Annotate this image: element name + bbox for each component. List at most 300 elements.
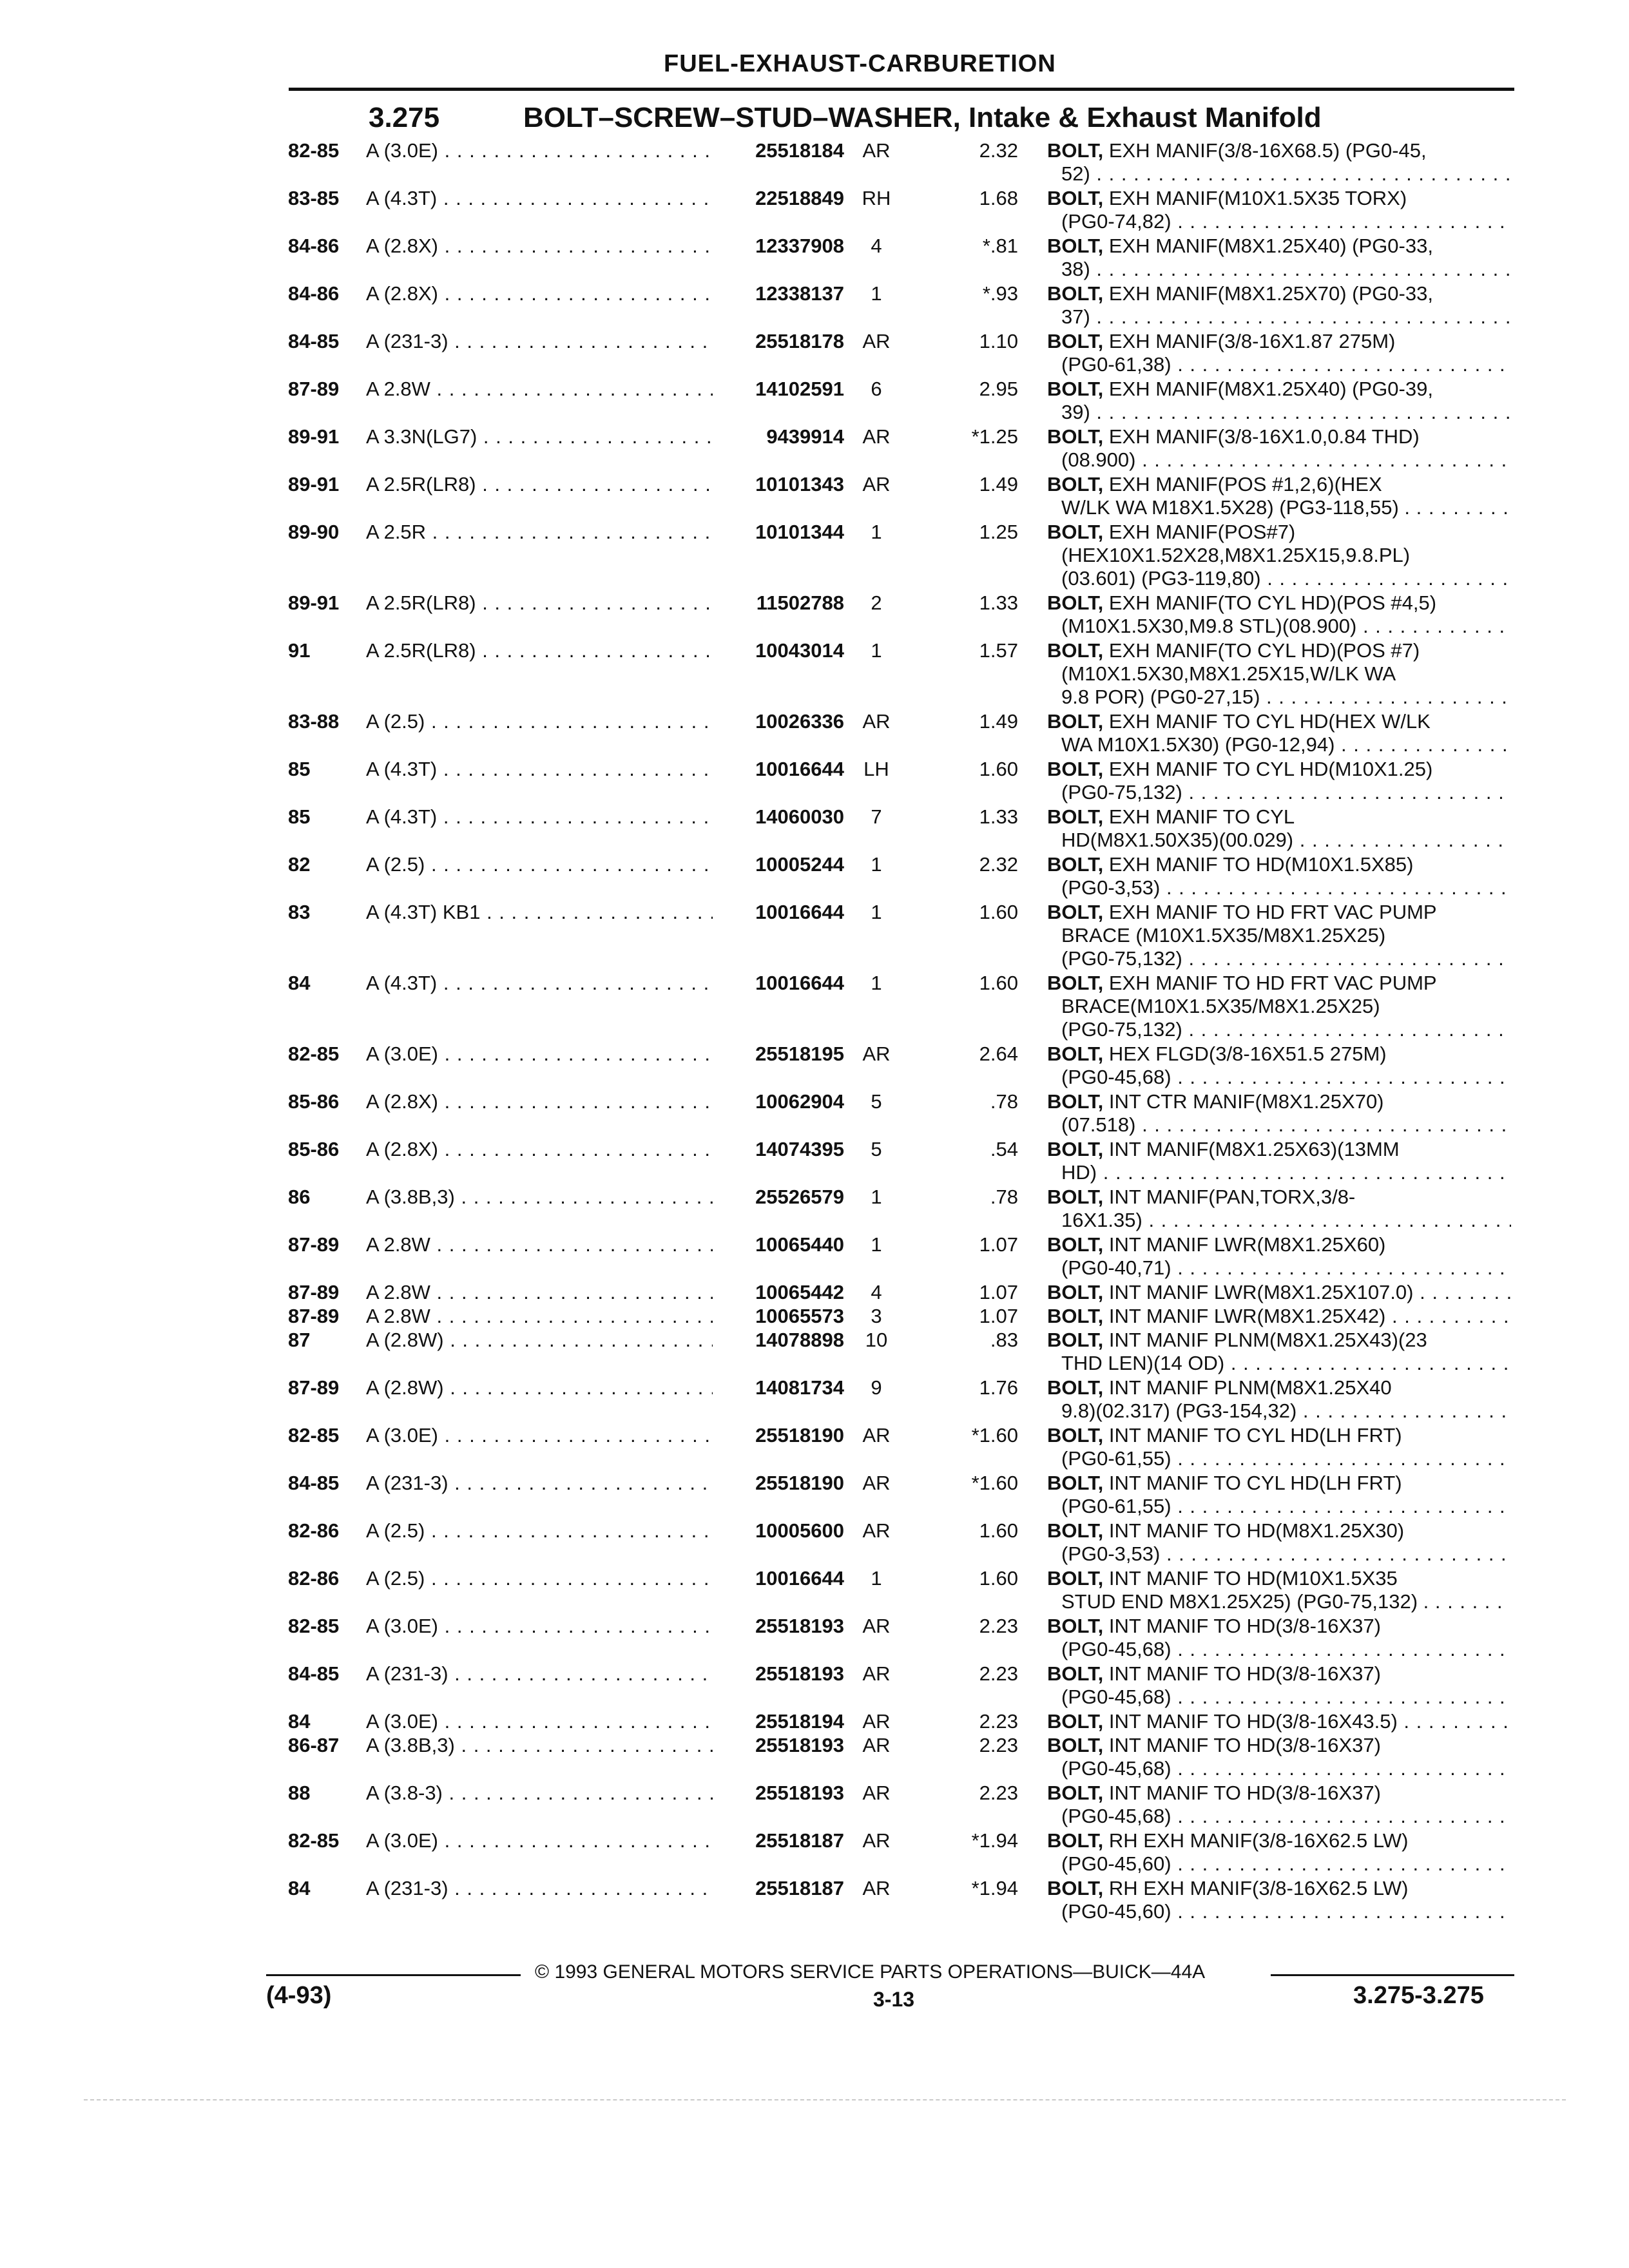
model-years: 82-86	[288, 1567, 340, 1590]
model-code: A (4.3T) . . .	[366, 758, 713, 781]
description-text: INT MANIF TO HD(3/8-16X37)	[1108, 1662, 1381, 1685]
part-type: BOLT,	[1047, 1877, 1104, 1899]
model-code: A (231-3) . . .	[366, 1662, 713, 1686]
parts-row	[0, 187, 1629, 232]
part-number: 25518184	[715, 139, 844, 162]
part-number: 10101344	[715, 521, 844, 544]
part-number: 10016644	[715, 1567, 844, 1590]
description-line	[1047, 1399, 1511, 1423]
model-code: A 2.8W . . .	[366, 378, 713, 401]
description-text: INT MANIF TO HD(3/8-16X43.5)	[1108, 1710, 1398, 1733]
parts-row	[0, 282, 1629, 327]
price: 1.49	[979, 710, 1018, 733]
model-years: 82-86	[288, 1519, 340, 1542]
description-line	[1047, 924, 1511, 947]
description-line	[1047, 1615, 1511, 1638]
description-text: HD(M8X1.50X35)(00.029)	[1061, 829, 1294, 851]
description-line	[1047, 1900, 1511, 1923]
model-code: A 3.3N(LG7) . . .	[366, 425, 713, 448]
part-type: BOLT,	[1047, 187, 1104, 209]
description-line	[1047, 1710, 1511, 1733]
price: 2.23	[979, 1782, 1018, 1804]
price: 2.95	[979, 378, 1018, 400]
part-description	[1047, 139, 1511, 186]
part-description	[1047, 901, 1511, 970]
parts-row	[0, 1567, 1629, 1612]
part-type: BOLT,	[1047, 901, 1104, 923]
model-years: 87-89	[288, 1281, 340, 1303]
quantity: 9	[871, 1376, 882, 1399]
price: *1.60	[971, 1424, 1018, 1446]
description-line	[1047, 496, 1511, 519]
description-line	[1047, 1209, 1511, 1232]
description-text: EXH MANIF TO HD FRT VAC PUMP	[1108, 901, 1437, 923]
description-text: WA M10X1.5X30) (PG0-12,94)	[1061, 733, 1335, 756]
price: 1.07	[979, 1233, 1018, 1256]
description-line	[1047, 1424, 1511, 1447]
description-line	[1047, 1852, 1511, 1876]
price: .78	[990, 1186, 1018, 1208]
parts-row	[0, 521, 1629, 590]
parts-row	[0, 639, 1629, 708]
description-text: INT MANIF TO HD(3/8-16X37)	[1108, 1615, 1381, 1637]
quantity: 4	[871, 1281, 882, 1303]
model-code: A (2.5) . . .	[366, 1519, 713, 1542]
description-line	[1047, 901, 1511, 924]
description-line	[1047, 686, 1511, 709]
quantity: AR	[862, 1829, 891, 1852]
part-type: BOLT,	[1047, 972, 1104, 994]
model-years: 87-89	[288, 1376, 340, 1399]
description-text: (HEX10X1.52X28,M8X1.25X15,9.8.PL)	[1061, 544, 1411, 566]
quantity: 1	[871, 853, 882, 876]
model-years: 89-91	[288, 473, 340, 495]
description-text: (M10X1.5X30,M9.8 STL)(08.900)	[1061, 615, 1357, 637]
description-line	[1047, 1329, 1511, 1352]
price: 1.57	[979, 639, 1018, 662]
description-line	[1047, 282, 1511, 305]
description-text: EXH MANIF TO CYL HD(HEX W/LK	[1108, 710, 1431, 733]
description-line	[1047, 876, 1511, 899]
quantity: LH	[863, 758, 889, 780]
part-type: BOLT,	[1047, 1472, 1104, 1494]
description-text: EXH MANIF(TO CYL HD)(POS #4,5)	[1108, 591, 1437, 614]
description-text: (07.518)	[1061, 1113, 1136, 1136]
model-years: 87-89	[288, 378, 340, 400]
model-years: 89-91	[288, 591, 340, 614]
header-rule	[289, 88, 1514, 91]
description-text: 16X1.35)	[1061, 1209, 1142, 1231]
part-description	[1047, 639, 1511, 709]
part-number: 14060030	[715, 805, 844, 829]
part-type: BOLT,	[1047, 853, 1104, 876]
description-line	[1047, 829, 1511, 852]
section-title: FUEL-EXHAUST-CARBURETION	[664, 50, 1056, 77]
part-description	[1047, 853, 1511, 899]
footer-range: 3.275-3.275	[1353, 1982, 1484, 2009]
part-type: BOLT,	[1047, 378, 1104, 400]
model-code: A (3.0E) . . .	[366, 1829, 713, 1852]
description-line	[1047, 615, 1511, 638]
description-line	[1047, 353, 1511, 376]
part-number: 10065440	[715, 1233, 844, 1256]
part-number: 14081734	[715, 1376, 844, 1399]
description-text: 9.8 POR) (PG0-27,15)	[1061, 686, 1260, 708]
parts-row	[0, 1329, 1629, 1374]
part-description	[1047, 330, 1511, 376]
description-line	[1047, 1161, 1511, 1184]
description-line	[1047, 1090, 1511, 1113]
model-years: 82-85	[288, 139, 340, 162]
part-description	[1047, 1281, 1511, 1304]
part-type: BOLT,	[1047, 1829, 1104, 1852]
model-years: 85-86	[288, 1138, 340, 1160]
model-years: 87-89	[288, 1233, 340, 1256]
quantity: 4	[871, 235, 882, 257]
parts-row	[0, 1090, 1629, 1135]
quantity: 1	[871, 639, 882, 662]
model-code: A 2.5R(LR8) . . .	[366, 473, 713, 496]
quantity: 7	[871, 805, 882, 828]
model-years: 86	[288, 1186, 311, 1208]
price: .54	[990, 1138, 1018, 1160]
part-description	[1047, 758, 1511, 804]
description-line	[1047, 187, 1511, 210]
model-years: 84-86	[288, 235, 340, 257]
quantity: 1	[871, 901, 882, 923]
part-number: 10026336	[715, 710, 844, 733]
price: 1.60	[979, 901, 1018, 923]
model-code: A (3.8B,3) . . .	[366, 1734, 713, 1757]
part-description	[1047, 282, 1511, 329]
model-years: 89-91	[288, 425, 340, 448]
description-text: INT MANIF LWR(M8X1.25X42)	[1108, 1305, 1386, 1327]
part-number: 25518187	[715, 1829, 844, 1852]
part-type: BOLT,	[1047, 330, 1104, 352]
description-line	[1047, 1138, 1511, 1161]
part-description	[1047, 591, 1511, 638]
quantity: AR	[862, 1734, 891, 1756]
description-text: RH EXH MANIF(3/8-16X62.5 LW)	[1108, 1829, 1409, 1852]
part-number: 25526579	[715, 1186, 844, 1209]
model-years: 82-85	[288, 1424, 340, 1446]
description-text: INT MANIF TO HD(3/8-16X37)	[1108, 1734, 1381, 1756]
description-line	[1047, 710, 1511, 733]
price: *.93	[982, 282, 1018, 305]
quantity: AR	[862, 1615, 891, 1637]
description-text: INT MANIF LWR(M8X1.25X60)	[1108, 1233, 1386, 1256]
price: *1.60	[971, 1472, 1018, 1494]
part-type: BOLT,	[1047, 805, 1104, 828]
part-type: BOLT,	[1047, 1567, 1104, 1590]
description-text: INT MANIF PLNM(M8X1.25X40	[1108, 1376, 1392, 1399]
model-years: 84	[288, 1877, 311, 1899]
quantity: RH	[862, 187, 891, 209]
price: 2.32	[979, 139, 1018, 162]
description-line	[1047, 1305, 1511, 1328]
description-line	[1047, 1495, 1511, 1518]
description-line	[1047, 258, 1511, 281]
part-description	[1047, 1519, 1511, 1566]
parts-row	[0, 1472, 1629, 1517]
part-number: 25518190	[715, 1424, 844, 1447]
quantity: 5	[871, 1138, 882, 1160]
price: *.81	[982, 235, 1018, 257]
part-description	[1047, 1305, 1511, 1328]
parts-row	[0, 235, 1629, 280]
description-line	[1047, 1567, 1511, 1590]
part-number: 25518193	[715, 1734, 844, 1757]
model-code: A 2.8W . . .	[366, 1233, 713, 1256]
description-line	[1047, 1186, 1511, 1209]
part-description	[1047, 710, 1511, 756]
model-code: A (4.3T) . . .	[366, 187, 713, 210]
parts-row	[0, 1782, 1629, 1827]
part-description	[1047, 1710, 1511, 1733]
parts-row	[0, 901, 1629, 970]
scan-artifact-line	[84, 2099, 1566, 2102]
description-text: EXH MANIF TO CYL HD(M10X1.25)	[1108, 758, 1433, 780]
part-type: BOLT,	[1047, 282, 1104, 305]
quantity: 10	[865, 1329, 888, 1351]
description-text: EXH MANIF(3/8-16X1.0,0.84 THD)	[1108, 425, 1420, 448]
model-code: A (3.0E) . . .	[366, 139, 713, 162]
description-text: INT MANIF TO HD(3/8-16X37)	[1108, 1782, 1381, 1804]
description-text: (M10X1.5X30,M8X1.25X15,W/LK WA	[1061, 662, 1396, 685]
model-code: A (2.5) . . .	[366, 853, 713, 876]
description-text: EXH MANIF TO HD(M10X1.5X85)	[1108, 853, 1414, 876]
part-number: 25518193	[715, 1662, 844, 1686]
description-text: INT CTR MANIF(M8X1.25X70)	[1108, 1090, 1384, 1113]
description-text: (PG0-45,68)	[1061, 1066, 1171, 1088]
part-type: BOLT,	[1047, 139, 1104, 162]
model-years: 91	[288, 639, 311, 662]
part-type: BOLT,	[1047, 1424, 1104, 1446]
part-number: 14078898	[715, 1329, 844, 1352]
price: 1.60	[979, 972, 1018, 994]
part-number: 25518193	[715, 1615, 844, 1638]
price: 2.23	[979, 1662, 1018, 1685]
model-code: A (2.8X) . . .	[366, 1090, 713, 1113]
part-description	[1047, 473, 1511, 519]
quantity: AR	[862, 1424, 891, 1446]
description-text: BRACE (M10X1.5X35/M8X1.25X25)	[1061, 924, 1386, 947]
footer-date: (4-93)	[266, 1982, 332, 2009]
model-code: A (3.0E) . . .	[366, 1615, 713, 1638]
description-line	[1047, 1638, 1511, 1661]
description-line	[1047, 972, 1511, 995]
part-number: 10016644	[715, 758, 844, 781]
description-text: 38)	[1061, 258, 1090, 280]
description-text: W/LK WA M18X1.5X28) (PG3-118,55) .	[1061, 496, 1411, 519]
part-description	[1047, 521, 1511, 590]
model-code: A (2.5) . . .	[366, 1567, 713, 1590]
quantity: 1	[871, 1233, 882, 1256]
model-code: A (231-3) . . .	[366, 330, 713, 353]
description-line	[1047, 1472, 1511, 1495]
parts-row	[0, 425, 1629, 470]
parts-row	[0, 1519, 1629, 1564]
price: 2.64	[979, 1043, 1018, 1065]
description-text: BRACE(M10X1.5X35/M8X1.25X25)	[1061, 995, 1380, 1017]
part-description	[1047, 235, 1511, 281]
part-description	[1047, 805, 1511, 852]
part-description	[1047, 1734, 1511, 1780]
description-text: HEX FLGD(3/8-16X51.5 275M)	[1108, 1043, 1387, 1065]
parts-row	[0, 1662, 1629, 1707]
part-number: 12338137	[715, 282, 844, 305]
description-line	[1047, 1043, 1511, 1066]
group-heading	[369, 102, 1322, 134]
description-text: INT MANIF TO HD(M8X1.25X30)	[1108, 1519, 1405, 1542]
description-line	[1047, 591, 1511, 615]
description-text: RH EXH MANIF(3/8-16X62.5 LW)	[1108, 1877, 1409, 1899]
price: 1.33	[979, 591, 1018, 614]
part-type: BOLT,	[1047, 1734, 1104, 1756]
quantity: 2	[871, 591, 882, 614]
parts-row	[0, 710, 1629, 755]
parts-row	[0, 1615, 1629, 1660]
model-code: A 2.8W . . .	[366, 1305, 713, 1328]
part-type: BOLT,	[1047, 1043, 1104, 1065]
part-description	[1047, 1090, 1511, 1137]
description-text: (PG0-45,68)	[1061, 1757, 1171, 1780]
part-type: BOLT,	[1047, 1782, 1104, 1804]
part-number: 10005244	[715, 853, 844, 876]
description-line	[1047, 1662, 1511, 1686]
description-line	[1047, 1782, 1511, 1805]
part-description	[1047, 1782, 1511, 1828]
part-type: BOLT,	[1047, 425, 1104, 448]
model-code: A (231-3) . . .	[366, 1877, 713, 1900]
part-type: BOLT,	[1047, 591, 1104, 614]
description-text: (PG0-75,132)	[1061, 1018, 1182, 1041]
quantity: AR	[862, 710, 891, 733]
model-years: 82-85	[288, 1043, 340, 1065]
model-years: 82-85	[288, 1615, 340, 1637]
description-line	[1047, 1233, 1511, 1256]
part-description	[1047, 1138, 1511, 1184]
model-years: 86-87	[288, 1734, 340, 1756]
parts-row	[0, 1186, 1629, 1231]
part-description	[1047, 1186, 1511, 1232]
description-line	[1047, 378, 1511, 401]
part-description	[1047, 1472, 1511, 1518]
description-text: (PG0-61,55)	[1061, 1447, 1171, 1470]
part-description	[1047, 187, 1511, 233]
model-years: 84	[288, 1710, 311, 1733]
part-number: 10065442	[715, 1281, 844, 1304]
description-text: (PG0-61,38)	[1061, 353, 1171, 376]
parts-row	[0, 1877, 1629, 1922]
price: 1.60	[979, 758, 1018, 780]
model-years: 83-85	[288, 187, 340, 209]
part-number: 11502788	[715, 591, 844, 615]
price: 1.07	[979, 1281, 1018, 1303]
quantity: AR	[862, 1472, 891, 1494]
model-code: A (2.8X) . . .	[366, 282, 713, 305]
description-text: EXH MANIF TO HD FRT VAC PUMP	[1108, 972, 1437, 994]
description-text: (PG0-40,71)	[1061, 1256, 1171, 1279]
price: .78	[990, 1090, 1018, 1113]
model-code: A (2.8X) . . .	[366, 1138, 713, 1161]
part-number: 14074395	[715, 1138, 844, 1161]
parts-row	[0, 139, 1629, 184]
part-number: 25518194	[715, 1710, 844, 1733]
description-line	[1047, 639, 1511, 662]
description-text: HD)	[1061, 1161, 1097, 1184]
parts-row	[0, 1043, 1629, 1088]
description-text: (PG0-3,53)	[1061, 876, 1161, 899]
quantity: 3	[871, 1305, 882, 1327]
description-line	[1047, 1281, 1511, 1304]
parts-row	[0, 378, 1629, 423]
footer-page-number: 3-13	[873, 1988, 915, 2011]
price: 2.23	[979, 1615, 1018, 1637]
parts-row	[0, 853, 1629, 898]
part-description	[1047, 378, 1511, 424]
part-type: BOLT,	[1047, 1615, 1104, 1637]
quantity: 1	[871, 521, 882, 543]
description-line	[1047, 544, 1511, 567]
description-line	[1047, 995, 1511, 1018]
parts-row	[0, 473, 1629, 518]
footer-rule-right	[1271, 1974, 1514, 1976]
description-line	[1047, 733, 1511, 756]
description-line	[1047, 1829, 1511, 1852]
part-description	[1047, 1043, 1511, 1089]
parts-row	[0, 1829, 1629, 1874]
part-number: 12337908	[715, 235, 844, 258]
part-type: BOLT,	[1047, 1305, 1104, 1327]
description-text: INT MANIF LWR(M8X1.25X107.0)	[1108, 1281, 1414, 1303]
description-line	[1047, 1352, 1511, 1375]
description-line	[1047, 1018, 1511, 1041]
description-text: 39)	[1061, 401, 1090, 423]
model-years: 87-89	[288, 1305, 340, 1327]
description-line	[1047, 805, 1511, 829]
part-number: 22518849	[715, 187, 844, 210]
description-line	[1047, 1877, 1511, 1900]
model-code: A (4.3T) . . .	[366, 805, 713, 829]
part-description	[1047, 1376, 1511, 1423]
part-number: 10016644	[715, 972, 844, 995]
description-line	[1047, 401, 1511, 424]
parts-row	[0, 1376, 1629, 1421]
price: *1.94	[971, 1829, 1018, 1852]
part-number: 10062904	[715, 1090, 844, 1113]
part-number: 10101343	[715, 473, 844, 496]
parts-row	[0, 1233, 1629, 1278]
part-type: BOLT,	[1047, 758, 1104, 780]
part-description	[1047, 1615, 1511, 1661]
description-text: INT MANIF(M8X1.25X63)(13MM	[1108, 1138, 1400, 1160]
description-line	[1047, 1113, 1511, 1137]
part-type: BOLT,	[1047, 1090, 1104, 1113]
price: 2.23	[979, 1734, 1018, 1756]
description-text: INT MANIF TO CYL HD(LH FRT)	[1108, 1472, 1402, 1494]
description-text: (PG0-3,53)	[1061, 1542, 1161, 1565]
quantity: AR	[862, 1710, 891, 1733]
parts-row	[0, 972, 1629, 1041]
description-text: STUD END M8X1.25X25) (PG0-75,132) .	[1061, 1590, 1429, 1613]
model-code: A (231-3) . . .	[366, 1472, 713, 1495]
part-description	[1047, 1329, 1511, 1375]
description-line	[1047, 1686, 1511, 1709]
description-line	[1047, 425, 1511, 448]
quantity: AR	[862, 139, 891, 162]
quantity: AR	[862, 425, 891, 448]
